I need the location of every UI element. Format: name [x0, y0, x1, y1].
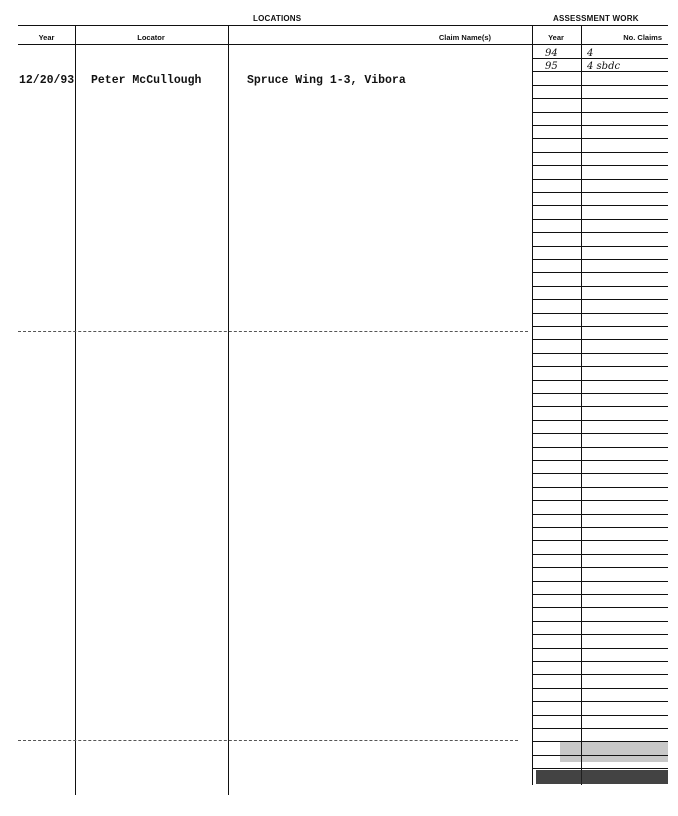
assessment-row-rule — [532, 581, 668, 582]
assessment-row-rule — [532, 138, 668, 139]
assessment-row-rule — [532, 313, 668, 314]
assessment-row-rule — [532, 514, 668, 515]
entry-locator: Peter McCullough — [91, 74, 202, 87]
assessment-row-rule — [532, 768, 668, 769]
divider-year-locator — [75, 25, 76, 795]
assessment-row-rule — [532, 286, 668, 287]
assessment-row-rule — [532, 715, 668, 716]
assessment-row-rule — [532, 406, 668, 407]
assessment-row-rule — [532, 339, 668, 340]
assessment-row-rule — [532, 125, 668, 126]
assessment-row-rule — [532, 366, 668, 367]
assessment-row-rule — [532, 85, 668, 86]
column-header-no-claims: No. Claims — [623, 33, 662, 42]
assessment-row-rule — [532, 232, 668, 233]
assessment-row-rule — [532, 380, 668, 381]
assessment-year-1: 94 — [545, 48, 558, 59]
scan-smudge — [536, 770, 668, 784]
assessment-row-rule — [532, 567, 668, 568]
entry-claim-names: Spruce Wing 1-3, Vibora — [247, 74, 406, 87]
header-top-rule — [18, 25, 668, 26]
divider-claims-aw — [532, 25, 533, 785]
locations-header: LOCATIONS — [253, 14, 302, 23]
assessment-row-rule — [532, 500, 668, 501]
assessment-row-rule — [532, 259, 668, 260]
assessment-row-rule — [532, 621, 668, 622]
assessment-row-rule — [532, 272, 668, 273]
assessment-row-rule — [532, 326, 668, 327]
assessment-row-rule — [532, 701, 668, 702]
divider-aw-year-claims — [581, 25, 582, 785]
assessment-row-rule — [532, 487, 668, 488]
assessment-claims-1: 4 — [587, 48, 594, 59]
assessment-row-rule — [532, 661, 668, 662]
fold-line-lower — [18, 740, 518, 741]
assessment-row-rule — [532, 674, 668, 675]
assessment-row-rule — [532, 420, 668, 421]
assessment-claims-2: 4 sbdc — [587, 61, 621, 72]
scan-smudge-light — [560, 742, 668, 762]
column-header-aw-year: Year — [548, 33, 564, 42]
assessment-row-rule — [532, 98, 668, 99]
assessment-row-rule — [532, 205, 668, 206]
header-bottom-rule — [18, 44, 668, 45]
assessment-row-rule — [532, 527, 668, 528]
assessment-row-rule — [532, 433, 668, 434]
assessment-row-rule — [532, 554, 668, 555]
assessment-row-rule — [532, 607, 668, 608]
assessment-row-rule — [532, 393, 668, 394]
assessment-row-rule — [532, 112, 668, 113]
assessment-row-rule — [532, 447, 668, 448]
assessment-row-rule — [532, 460, 668, 461]
assessment-row-rule — [532, 594, 668, 595]
assessment-row-rule — [532, 299, 668, 300]
assessment-row-rule — [532, 219, 668, 220]
assessment-row-rule — [532, 688, 668, 689]
assessment-row-rule — [532, 165, 668, 166]
fold-line-upper — [18, 331, 528, 332]
entry-date: 12/20/93 — [19, 74, 75, 87]
assessment-row-rule — [532, 728, 668, 729]
assessment-year-2: 95 — [545, 61, 558, 72]
column-header-claim-names: Claim Name(s) — [438, 33, 491, 42]
assessment-row-rule — [532, 192, 668, 193]
assessment-work-header: ASSESSMENT WORK — [553, 14, 639, 23]
assessment-row-rule — [532, 540, 668, 541]
assessment-row-rule — [532, 152, 668, 153]
assessment-row-rule — [532, 179, 668, 180]
divider-locator-claims — [228, 25, 229, 795]
column-header-year: Year — [38, 33, 55, 42]
assessment-row-rule — [532, 648, 668, 649]
assessment-row-rule — [532, 473, 668, 474]
assessment-row-rule — [532, 634, 668, 635]
column-header-locator: Locator — [137, 33, 165, 42]
assessment-row-rule — [532, 353, 668, 354]
assessment-row-rule — [532, 246, 668, 247]
